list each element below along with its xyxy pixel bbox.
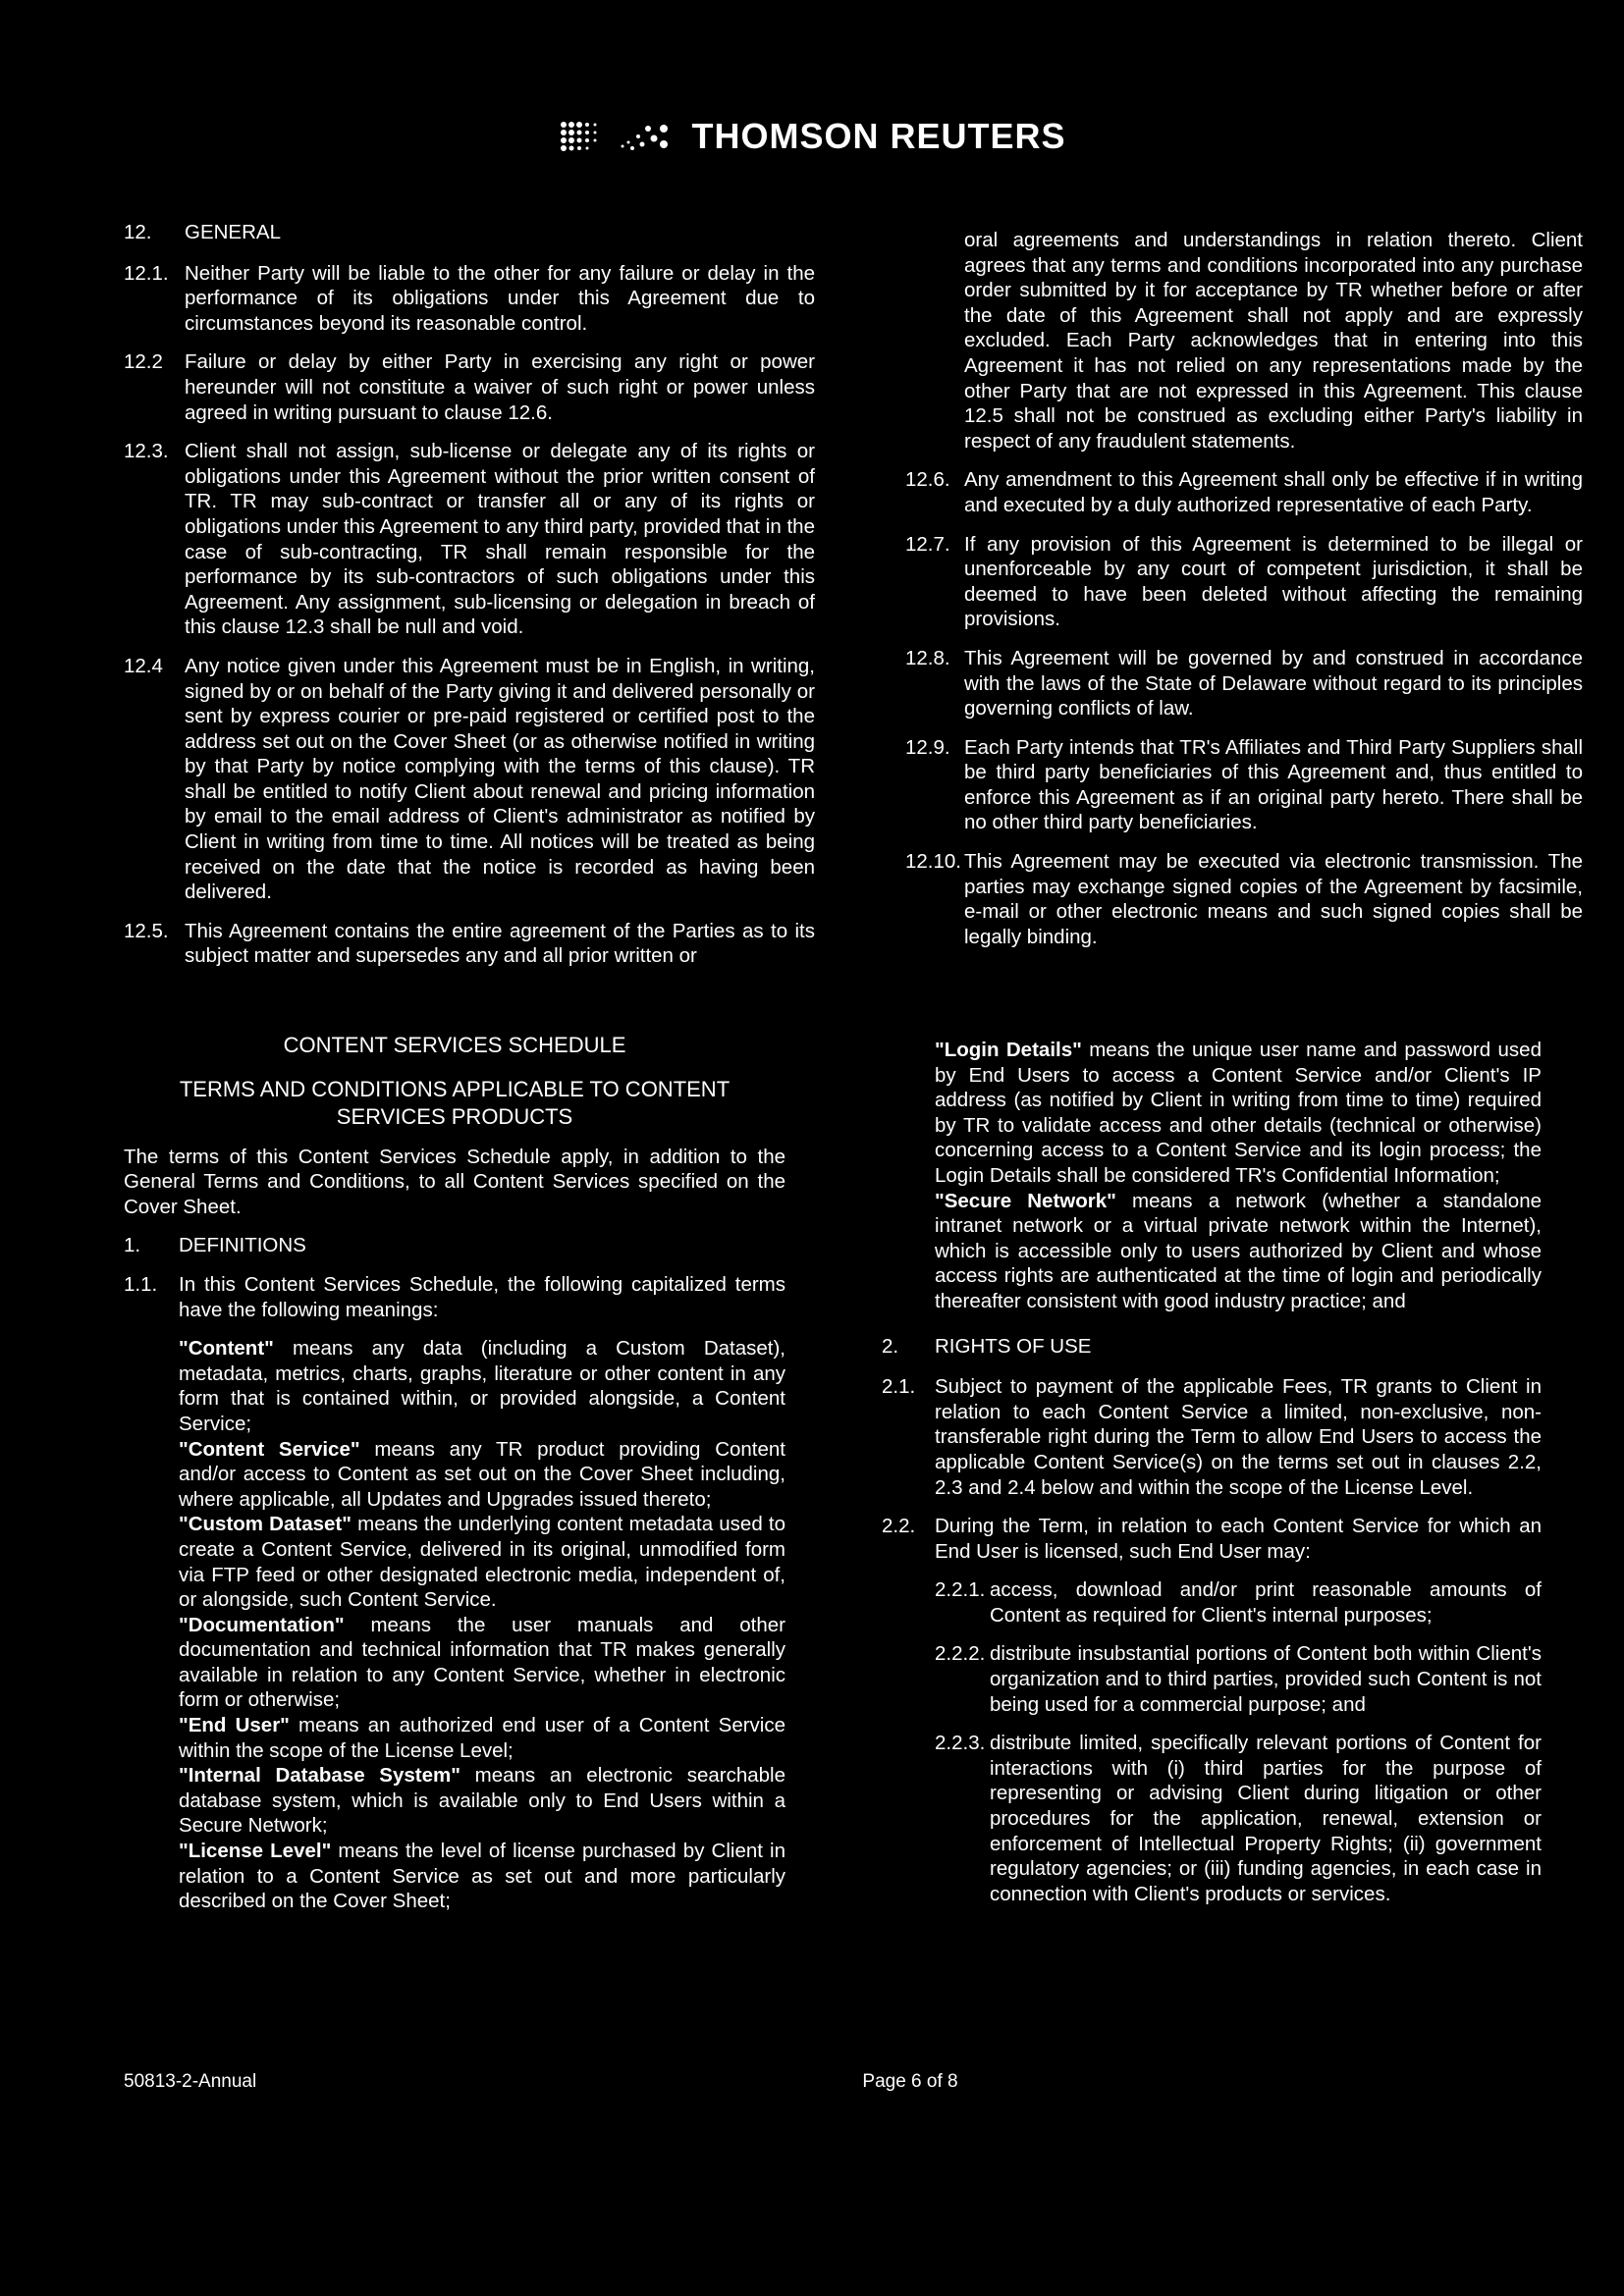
schedule-right <box>882 1038 1542 1920</box>
definition-login-details: "Login Details" means the unique user name and password used by End Users to access a Content Service and/or Client's IP address (as notified by Client in writing from time to time) required by TR to validate access and other details (technical or otherwise) concerning access to a Content Service and its login process; the Login Details shall be considered TR's Confidential Information; <box>935 1039 1542 1187</box>
definition-documentation: "Documentation" means the user manuals and other documentation and technical information that TR makes generally available in relation to any Content Service, whether in electronic form or otherwise; <box>179 1613 785 1712</box>
section-heading-general: 12. GENERAL <box>124 221 281 243</box>
footer-page-number: Page 6 of 8 <box>862 2071 958 2092</box>
definitions-list-left <box>179 1336 785 1914</box>
clause-12-6: 12.6. Any amendment to this Agreement shall only be effective if in writing and executed by a duly authorized representative of each Party. <box>905 468 1583 516</box>
definition-internal-database-system: "Internal Database System" means an electronic searchable database system, which is available only to End Users within a Secure Network; <box>179 1764 786 1838</box>
definition-end-user: "End User" means an authorized end user of a Content Service within the scope of the License Level; <box>179 1714 786 1762</box>
clause-12-1: 12.1. Neither Party will be liable to the other for any failure or delay in the performance of its obligations under this Agreement due to circumstances beyond its reasonable control. <box>124 261 815 335</box>
clause-2-2: 2.2. During the Term, in relation to each Content Service for which an End User is licensed, such End User may: <box>882 1515 1542 1563</box>
clause-12-10: 12.10. This Agreement may be executed via electronic transmission. The parties may exchange signed copies of the Agreement by facsimile, e-mail or other electronic means and such signed copies shall be legally binding. <box>905 850 1583 948</box>
definition-content-service: "Content Service" means any TR product providing Content and/or access to Content as set out on the Cover Sheet including, where applicable, all Updates and Upgrades issued thereto; <box>179 1437 785 1511</box>
schedule-intro: The terms of this Content Services Schedule apply, in addition to the General Terms and Conditions, to all Content Services specified on the Cover Sheet. <box>124 1145 785 1218</box>
clause-12-3: 12.3. Client shall not assign, sub-license or delegate any of its rights or obligations under this Agreement without the prior written consent of TR. TR may sub-contract or transfer all or any of its rights or obligations under this Agreement to any third party, provided that in the case of sub-contracting, TR shall remain responsible for the performance by its sub-contractors of such obligations under this Agreement. Any assignment, sub-licensing or delegation in breach of this clause 12.3 shall be null and void. <box>124 440 815 639</box>
clause-2-2-3: 2.2.3. distribute limited, specifically relevant portions of Content for interactions with (i) third parties for the purpose of representing or advising Client during litigation or other procedures for the application, renewal, extension or enforcement of Intellectual Property Rights; (ii) government regulatory agencies; or (iii) funding agencies, in each case in connection with Client's products or services. <box>935 1732 1542 1905</box>
clause-12-7: 12.7. If any provision of this Agreement is determined to be illegal or unenforceable by any court of competent jurisdiction, it shall be deemed to have been deleted without affecting the remaining provisions. <box>905 532 1583 631</box>
schedule-left <box>124 1033 785 1914</box>
general-section-left <box>124 220 815 983</box>
clause-12-8: 12.8. This Agreement will be governed by and construed in accordance with the laws of the State of Delaware without regard to its principles governing conflicts of law. <box>905 646 1583 721</box>
clause-12-2: 12.2 Failure or delay by either Party in exercising any right or power hereunder will not constitute a waiver of such right or power unless agreed in writing pursuant to clause 12.6. <box>124 350 815 424</box>
brand-name: THOMSON REUTERS <box>691 116 1066 156</box>
definition-secure-network: "Secure Network" means a network (whether a standalone intranet network or a virtual private network within the Internet), which is accessible only to users authorized by Client and whose access rights are authenticated at the time of login and periodically thereafter consistent with good industry practice; and <box>935 1189 1542 1312</box>
section-heading-rights-of-use: 2. RIGHTS OF USE <box>882 1334 1092 1358</box>
schedule-subtitle: TERMS AND CONDITIONS APPLICABLE TO CONTENT SERVICES PRODUCTS <box>179 1076 731 1129</box>
definition-content: "Content" means any data (including a Custom Dataset), metadata, metrics, charts, graphs, literature or other content in any form that is contained within, or provided alongside, a Content Service; <box>179 1337 785 1435</box>
clause-12-5: 12.5. This Agreement contains the entire agreement of the Parties as to its subject matter and supersedes any and all prior written or <box>124 919 815 968</box>
clause-2-2-1: 2.2.1. access, download and/or print reasonable amounts of Content as required for Client's internal purposes; <box>935 1578 1542 1627</box>
schedule-title: CONTENT SERVICES SCHEDULE <box>283 1033 626 1057</box>
clause-12-9: 12.9. Each Party intends that TR's Affiliates and Third Party Suppliers shall be third party beneficiaries of this Agreement and, thus entitled to enforce this Agreement as if an original party hereto. There shall be no other third party beneficiaries. <box>905 735 1583 834</box>
clause-2-2-2: 2.2.2. distribute insubstantial portions of Content both within Client's organization and to third parties, provided such Content is not being used for a commercial purpose; and <box>935 1642 1542 1716</box>
definition-custom-dataset: "Custom Dataset" means the underlying content metadata used to create a Content Service, delivered in its original, unmodified form via FTP feed or other designated electronic media, independent of, or alongside, such Content Service. <box>179 1513 785 1612</box>
footer-doc-id: 50813-2-Annual <box>124 2071 257 2092</box>
general-section-right <box>905 228 1583 963</box>
sub-clauses-2-2 <box>935 1577 1542 1906</box>
section-heading-definitions: 1. DEFINITIONS <box>124 1234 306 1257</box>
definitions-list-right <box>935 1038 1542 1314</box>
clause-12-4: 12.4 Any notice given under this Agreement must be in English, in writing, signed by or on behalf of the Party giving it and delivered personally or sent by express courier or pre-paid registered or certified post to the address set out on the Cover Sheet (or as otherwise notified in writing by that Party by notice complying with the terms of this clause). TR shall be entitled to notify Client about renewal and pricing information by email to the email address of Client's administrator as notified by Client in writing from time to time. All notices will be treated as being received on the date that the notice is recorded as having been delivered. <box>124 654 815 904</box>
definition-license-level: "License Level" means the level of license purchased by Client in relation to a Content Service as set out and more particularly described on the Cover Sheet; <box>179 1840 786 1913</box>
clause-1-1: 1.1. In this Content Services Schedule, the following capitalized terms have the following meanings: <box>124 1272 785 1321</box>
clause-12-5-continued: oral agreements and understandings in relation thereto. Client agrees that any terms and conditions incorporated into any purchase order submitted by it for acceptance by TR whether before or after the date of this Agreement shall not apply and are expressly excluded. Each Party acknowledges that in entering into this Agreement it has not relied on any representations made by the other Party that are not expressed in this Agreement. This clause 12.5 shall not be construed as excluding either Party's liability in respect of any fraudulent statements. <box>964 229 1583 453</box>
clause-2-1: 2.1. Subject to payment of the applicable Fees, TR grants to Client in relation to each Content Service a limited, non-exclusive, non-transferable right during the Term to allow End Users to access the applicable Content Service(s) on the terms set out in clauses 2.2, 2.3 and 2.4 below and within the scope of the License Level. <box>882 1375 1542 1499</box>
logo-dots-icon <box>558 119 672 154</box>
brand-logo <box>0 116 1624 157</box>
